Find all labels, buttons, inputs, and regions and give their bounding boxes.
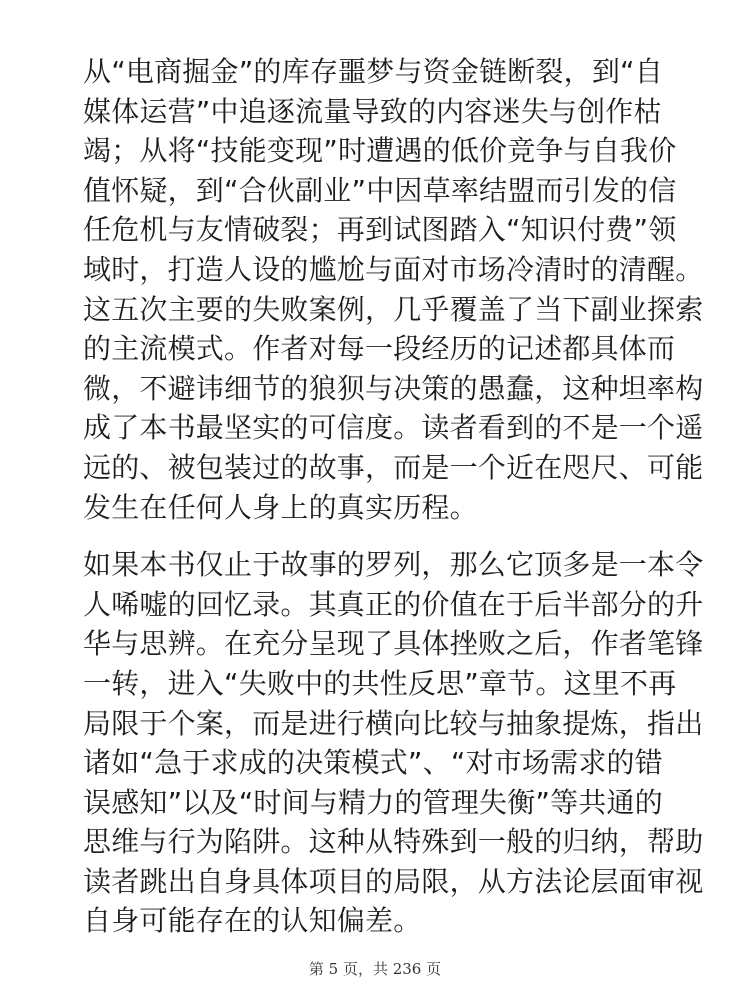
- text-line: 误感知”以及“时间与精力的管理失衡”等共通的: [83, 785, 663, 819]
- text-line: 值怀疑，到“合伙副业”中因草率结盟而引发的信: [83, 173, 677, 207]
- text-line: 从“电商掘金”的库存噩梦与资金链断裂，到“自: [83, 55, 663, 88]
- text-line: 任危机与友情破裂；再到试图踏入“知识付费”领: [83, 213, 677, 247]
- text-line: 微，不避讳细节的狼狈与决策的愚蠢，这种坦率构: [83, 371, 704, 405]
- document-body: [83, 52, 704, 941]
- paragraph-1: [83, 52, 704, 527]
- text-line: 成了本书最坚实的可信度。读者看到的不是一个遥: [83, 411, 704, 445]
- text-line: 华与思辨。在充分呈现了具体挫败之后，作者笔锋: [83, 627, 704, 661]
- text-line: 媒体运营”中追逐流量导致的内容迷失与创作枯: [83, 94, 662, 128]
- text-line: 的主流模式。作者对每一段经历的记述都具体而: [83, 332, 676, 366]
- text-line: 远的、被包装过的故事，而是一个近在咫尺、可能: [83, 450, 704, 484]
- page-number: 第 5 页，共 236 页: [308, 960, 442, 978]
- text-line: 一转，进入“失败中的共性反思”章节。这里不再: [83, 666, 677, 700]
- paragraph-2: [83, 545, 704, 941]
- text-line: 发生在任何人身上的真实历程。: [83, 490, 478, 524]
- text-line: 读者跳出自身具体项目的局限，从方法论层面审视: [83, 864, 704, 898]
- text-line: 竭；从将“技能变现”时遭遇的低价竞争与自我价: [83, 134, 677, 168]
- text-line: 诸如“急于求成的决策模式”、“对市场需求的错: [83, 746, 663, 780]
- text-line: 思维与行为陷阱。这种从特殊到一般的归纳，帮助: [83, 825, 704, 859]
- text-line: 人唏嘘的回忆录。其真正的价值在于后半部分的升: [83, 587, 704, 621]
- paragraph-spacer: [83, 527, 673, 545]
- text-line: 自身可能存在的认知偏差。: [83, 904, 422, 938]
- text-line: 如果本书仅止于故事的罗列，那么它顶多是一本令: [83, 548, 704, 582]
- text-line: 域时，打造人设的尴尬与面对市场冷清时的清醒。: [83, 252, 704, 286]
- text-line: 这五次主要的失败案例，几乎覆盖了当下副业探索: [83, 292, 704, 326]
- text-line: 局限于个案，而是进行横向比较与抽象提炼，指出: [83, 706, 704, 740]
